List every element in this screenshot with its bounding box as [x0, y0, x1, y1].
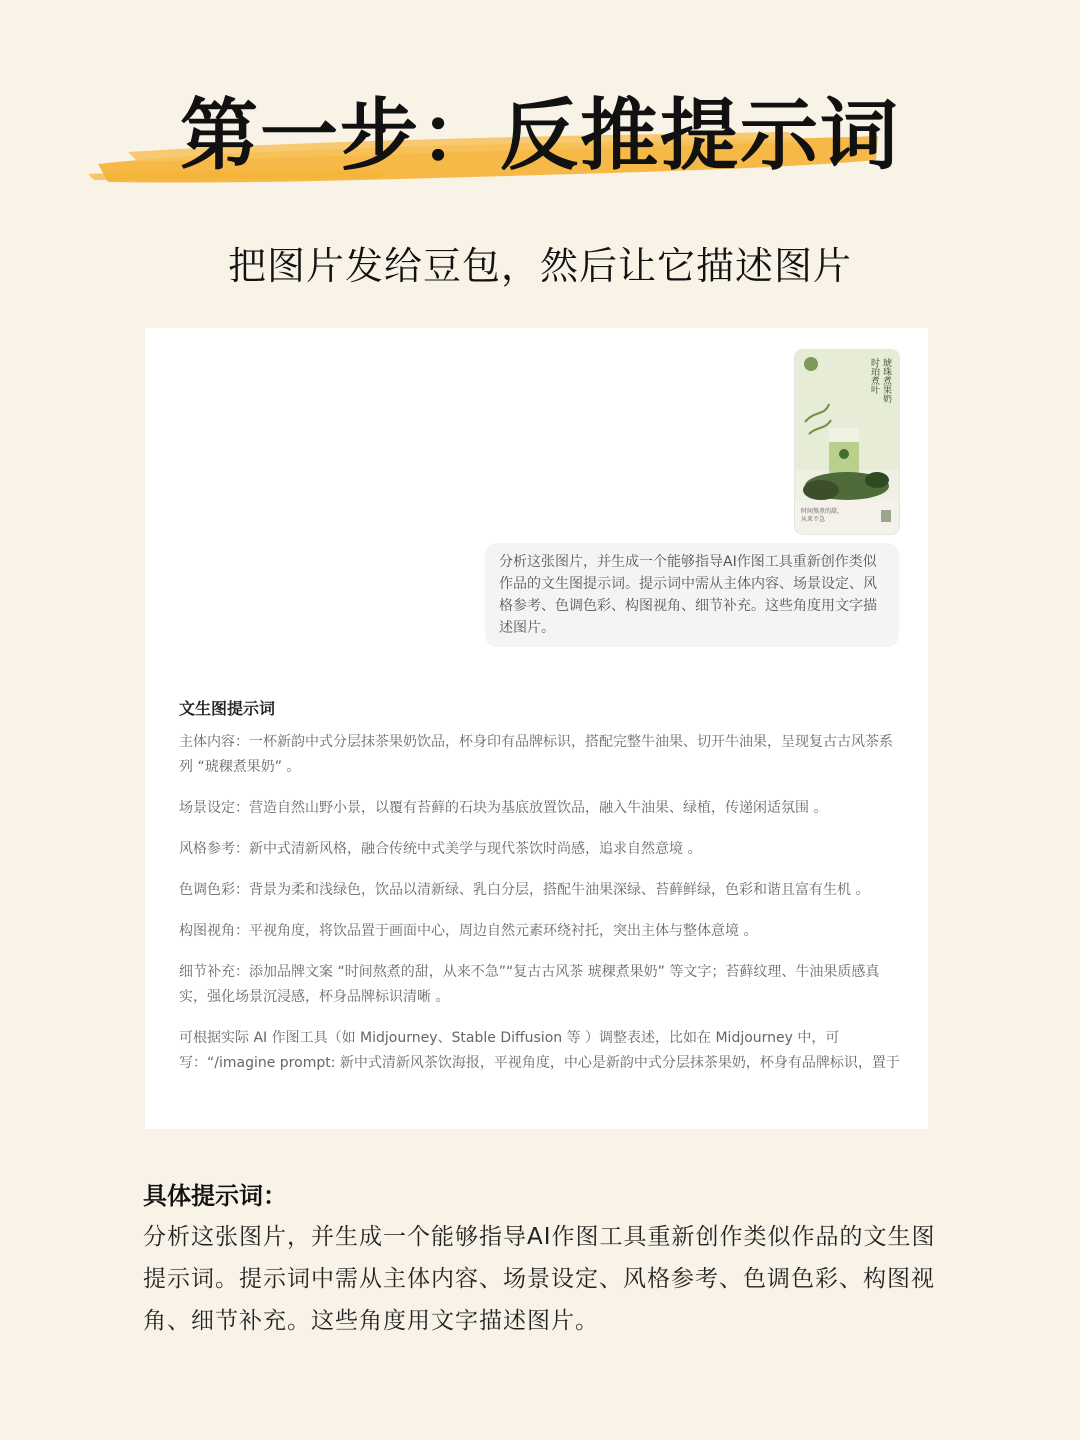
answer-paragraph-color: 色调色彩：背景为柔和浅绿色，饮品以清新绿、乳白分层，搭配牛油果深绿、苔藓鲜绿，色彩和谐且富有生机 。: [179, 882, 870, 898]
prompt-label: 具体提示词：: [143, 1182, 287, 1210]
answer-paragraph-style: 风格参考：新中式清新风格，融合传统中式美学与现代茶饮时尚感，追求自然意境 。: [179, 841, 702, 857]
answer-paragraph-subject: 主体内容：一杯新韵中式分层抹茶果奶饮品，杯身印有品牌标识，搭配完整牛油果、切开牛油果，呈现复古古风茶系列 “琥稞煮果奶” 。: [179, 734, 893, 775]
assistant-answer: [179, 696, 901, 1092]
answer-paragraph-tools: 可根据实际 AI 作图工具（如 Midjourney、Stable Diffusion 等 ）调整表述，比如在 Midjourney 中，可写：“/imagine prompt: 新中式清新风茶饮海报，平视角度，中心是新韵中式分层抹茶果奶，杯身有品牌标识，置于: [179, 1030, 900, 1071]
brand-logo-icon: [804, 357, 818, 371]
poster-caption-line-1: 时间熬煮的甜，: [801, 508, 844, 515]
chat-screenshot: [145, 328, 928, 1129]
prompt-section: [143, 1176, 943, 1342]
page-title: 第一步：反推提示词: [179, 91, 900, 181]
answer-paragraph-scene: 场景设定：营造自然山野小景，以覆有苔藓的石块为基底放置饮品，融入牛油果、绿植，传递闲适氛围 。: [179, 800, 828, 816]
uploaded-image-thumbnail[interactable]: [795, 350, 899, 534]
user-message-bubble: 分析这张图片，并生成一个能够指导AI作图工具重新创作类似作品的文生图提示词。提示词中需从主体内容、场景设定、风格参考、色调色彩、构图视角、细节补充。这些角度用文字描述图片。: [485, 543, 899, 647]
answer-paragraph-details: 细节补充：添加品牌文案 “时间熬煮的甜，从来不急”“复古古风茶 琥稞煮果奶” 等文字；苔藓纹理、牛油果质感真实，强化场景沉浸感，杯身品牌标识清晰 。: [179, 964, 880, 1005]
answer-paragraph-composition: 构图视角：平视角度，将饮品置于画面中心，周边自然元素环绕衬托，突出主体与整体意境 。: [179, 923, 758, 939]
poster-title-line-1: 琥珠煮果奶: [881, 358, 891, 403]
poster-caption-line-2: 从来不急: [801, 516, 826, 523]
prompt-text: 分析这张图片，并生成一个能够指导AI作图工具重新创作类似作品的文生图提示词。提示词中需从主体内容、场景设定、风格参考、色调色彩、构图视角、细节补充。这些角度用文字描述图片。: [143, 1224, 936, 1334]
answer-heading: 文生图提示词: [179, 699, 276, 718]
page-subtitle: 把图片发给豆包，然后让它描述图片: [227, 244, 852, 288]
poster-title-line-2: 时珀煮叶: [869, 358, 879, 394]
